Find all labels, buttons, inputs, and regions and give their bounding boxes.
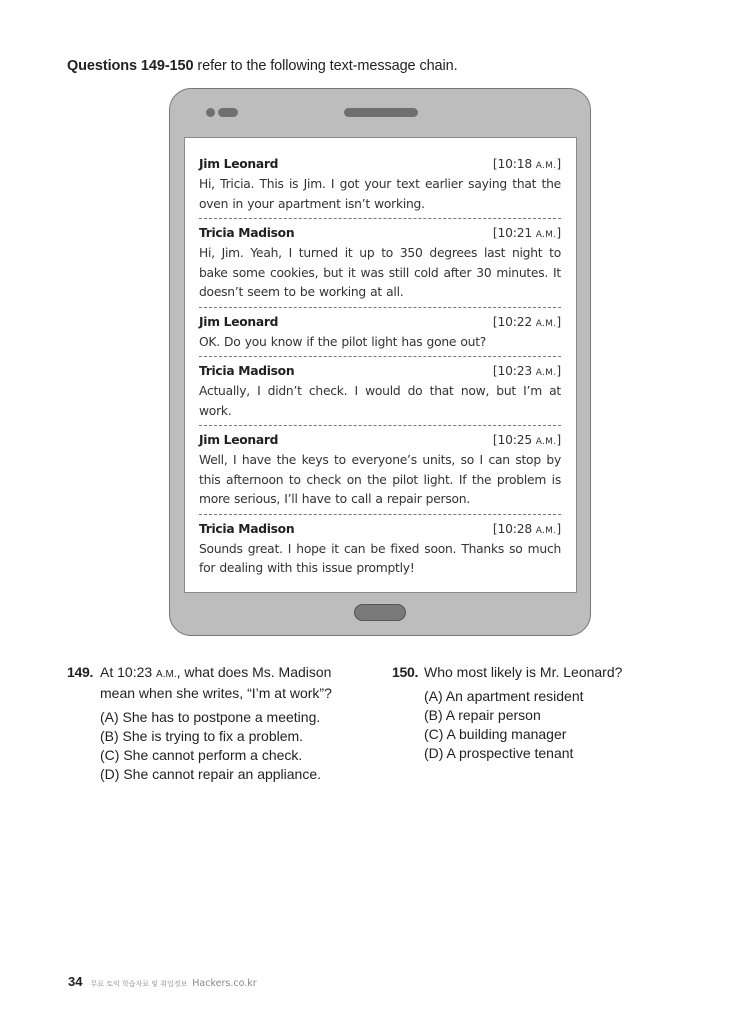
message-text: OK. Do you know if the pilot light has gone out? xyxy=(199,334,487,349)
question-range: Questions 149-150 xyxy=(67,58,194,74)
home-button-icon xyxy=(354,604,406,621)
message-sender: Jim Leonard xyxy=(199,157,279,171)
message-time: [10:28 A.M.] xyxy=(492,521,561,536)
message xyxy=(199,150,561,219)
sensor-icon xyxy=(218,108,238,117)
page-number: 34 xyxy=(68,974,83,989)
question-text: At 10:23 A.M., what does Ms. Madison mean when she writes, “I’m at work”? xyxy=(100,664,332,701)
camera-icon xyxy=(206,108,215,117)
message-time: [10:18 A.M.] xyxy=(492,157,561,171)
footer-promo-text: 무료 토익 학습자료 및 취업정보 xyxy=(90,980,188,988)
question-number: 149. xyxy=(67,664,94,680)
message xyxy=(199,515,561,583)
question-number: 150. xyxy=(392,664,419,680)
answer-option-b[interactable]: (B) She is trying to fix a problem. xyxy=(100,728,304,744)
message-time: [10:22 A.M.] xyxy=(492,314,561,329)
message xyxy=(199,308,561,358)
answer-option-b[interactable]: (B) A repair person xyxy=(424,707,541,723)
answer-option-c[interactable]: (C) She cannot perform a check. xyxy=(100,747,303,763)
footer-site-link[interactable]: Hackers.co.kr xyxy=(192,978,257,989)
answer-options xyxy=(424,687,662,763)
message-text: Well, I have the keys to everyone’s units, so I can stop by this afternoon to check on the pilot light. If the problem is more serious, I’ll have to call a repair person. xyxy=(199,453,561,506)
answer-option-d[interactable]: (D) A prospective tenant xyxy=(424,745,574,761)
message-sender: Tricia Madison xyxy=(199,521,295,536)
message-time: [10:25 A.M.] xyxy=(492,433,561,447)
passage-intro xyxy=(67,58,458,74)
message-text: Sounds great. I hope it can be fixed soon. Thanks so much for dealing with this issue promptly! xyxy=(199,541,561,575)
question-150 xyxy=(392,663,662,763)
message-time: [10:21 A.M.] xyxy=(492,226,561,240)
message-text: Hi, Jim. Yeah, I turned it up to 350 degrees last night to bake some cookies, but it was still cold after 30 minutes. It doesn’t seem to be working at all. xyxy=(199,246,561,299)
message-sender: Tricia Madison xyxy=(199,364,295,378)
message-sender: Jim Leonard xyxy=(199,433,279,447)
message xyxy=(199,219,561,308)
speaker-icon xyxy=(344,108,418,117)
message-text: Hi, Tricia. This is Jim. I got your text earlier saying that the oven in your apartment isn’t working. xyxy=(199,177,561,211)
question-149 xyxy=(67,663,367,784)
message-chain xyxy=(199,150,561,583)
message-sender: Tricia Madison xyxy=(199,226,295,240)
answer-options xyxy=(100,708,367,784)
message xyxy=(199,426,561,515)
intro-text: refer to the following text-message chain. xyxy=(193,58,458,74)
answer-option-c[interactable]: (C) A building manager xyxy=(424,726,567,742)
message-sender: Jim Leonard xyxy=(199,314,279,329)
message xyxy=(199,357,561,426)
answer-option-a[interactable]: (A) An apartment resident xyxy=(424,688,584,704)
answer-option-d[interactable]: (D) She cannot repair an appliance. xyxy=(100,766,322,782)
message-time: [10:23 A.M.] xyxy=(492,364,561,378)
message-text: Actually, I didn’t check. I would do that now, but I’m at work. xyxy=(199,384,561,418)
question-text: Who most likely is Mr. Leonard? xyxy=(424,664,623,680)
answer-option-a[interactable]: (A) She has to postpone a meeting. xyxy=(100,709,321,725)
page-footer xyxy=(68,974,257,989)
